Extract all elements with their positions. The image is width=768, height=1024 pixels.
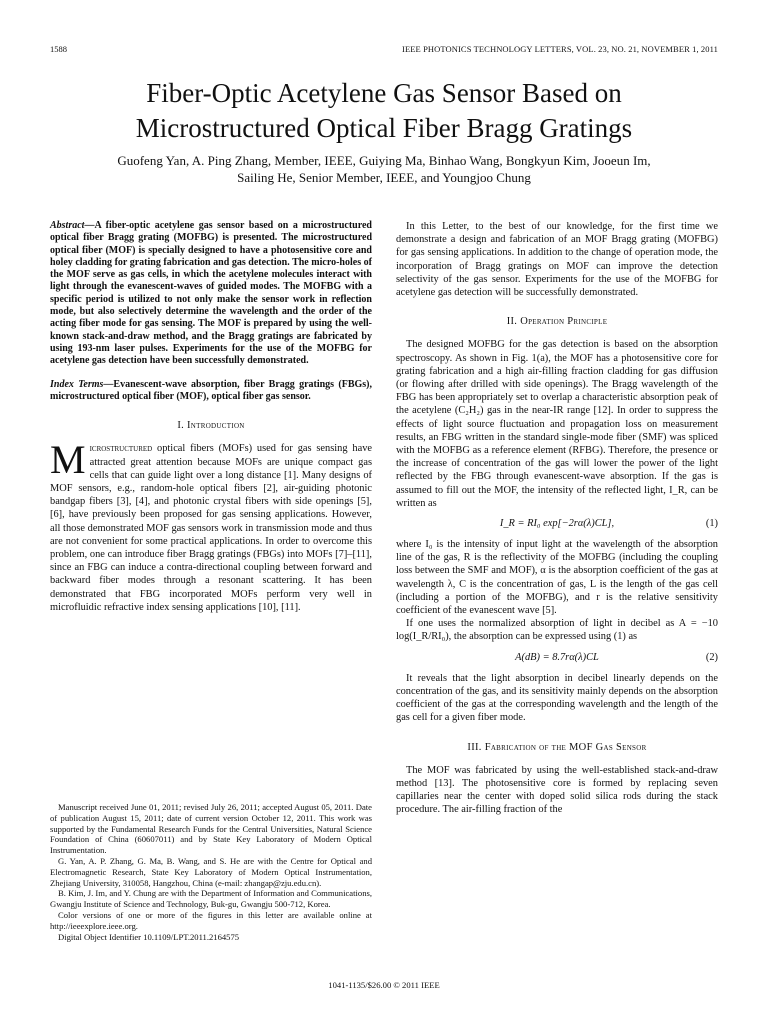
intro-paragraph [50,437,372,614]
principle-paragraph-1: The designed MOFBG for the gas detection is based on the absorption spectroscopy. As shown in Fig. 1(a), the MOF has a photosensitive core for grating fabrication and a high air-filling fraction cladding for gas diffusion (or flowing after drilled with side openings). The Bragg wavelength of the FBG has been appropriately set to overlap a characteristic absorption peak of the acetylene (C₂H₂) gas in the near-IR range [12]. In order to suppress the effects of light source fluctuation and propagation loss on measurement results, an FBG written in the standard single-mode fiber (SMF) was spliced with the MOFBG as a reference element (RFBG). Therefore, the presence or the increase of concentration of the gas will lower the power of the light reflected by the FBG through evanescent-wave absorption. If the gas is assumed to fill out the MOF, the intensity of the reflected light, I_R, can be written as [396,339,718,509]
principle-paragraph-3: If one uses the normalized absorption of light in decibel as A = −10 log(I_R/RI₀), the absorption can be expressed using (1) as [396,618,718,643]
section-numeral: III. [467,741,482,753]
intro-first-words: icrostructured [89,443,153,455]
principle-paragraph-4: It reveals that the light absorption in decibel linearly depends on the concentration of the gas, and its sensitivity mainly depends on the absorption coefficient of the gas at the corresponding wavelength and the length of the gas cell for a given fiber mode. [396,672,718,724]
abstract-text: —A fiber-optic acetylene gas sensor based on a microstructured optical fiber Bragg grating (MOFBG) is presented. The microstructured optical fiber (MOF) is specially designed to have a photosensitive core and holey cladding for grating fabrication and gas detection. The micro-holes of the MOF serve as gas cells, in which the acetylene molecules interact with light through the evanescent-waves of guided modes. The MOFBG with a specific period is utilized to not only make the sensor work in reflection mode, but also selectively determine the wavelength and the order of the acting fiber mode for gas sensing. The MOF is prepared by using the well-known stack-and-draw method, and the Bragg gratings are fabricated by using 193-nm laser pulses. Experiments for the use of the MOFBG for acetylene gas detection have been successfully demonstrated. [50,220,372,367]
intro-continuation: In this Letter, to the best of our knowledge, for the first time we demonstrate a design and fabrication of an MOF Bragg grating (MOFBG) for gas sensing applications. In addition to the change of operation mode, the incorporation of Bragg gratings on MOF can improve the detection selectivity of the gas sensor. Experiments for the use of the MOFBG for acetylene gas detection will be successfully demonstrated. [396,221,718,299]
index-terms-text: —Evanescent-wave absorption, fiber Bragg gratings (FBGs), microstructured optical fiber (MOF), optical fiber gas sensor. [50,378,372,402]
equation-2 [396,650,718,666]
section-heading-introduction [50,419,372,432]
section-heading-operation-principle [396,315,718,328]
left-column [50,220,372,614]
fabrication-paragraph-1: The MOF was fabricated by using the well-established stack-and-draw method [13]. The photosensitive core is formed by replacing seven capillaries near the center with doped solid silica rods during the stack procedure. The air-filling fraction of the [396,764,718,816]
equation-1-number: (1) [705,518,718,530]
section-title: Fabrication of the MOF Gas Sensor [484,741,647,753]
footnotes [50,802,372,942]
footnote-1: Manuscript received June 01, 2011; revised July 26, 2011; accepted August 05, 2011. Date of publication August 15, 2011; date of current version October 12, 2011. This work was supported by the Fundamental Research Funds for the Central Universities, Natural Science Foundation of China (60607011) and by State Key Laboratory of Modern Optical Instrumentation. [50,802,372,856]
running-header: IEEE PHOTONICS TECHNOLOGY LETTERS, VOL. 23, NO. 21, NOVEMBER 1, 2011 [402,44,718,54]
abstract-label: Abstract [50,220,85,231]
copyright-footer: 1041-1135/$26.00 © 2011 IEEE [328,980,440,990]
abstract [50,220,372,368]
footnote-5: Digital Object Identifier 10.1109/LPT.2011.2164575 [58,931,240,942]
footnote-3: B. Kim, J. Im, and Y. Chung are with the Department of Information and Communications, Gwangju Institute of Science and Technology, Buk-gu, Gwangju 500-712, Korea. [50,888,372,910]
title-line-1: Fiber-Optic Acetylene Gas Sensor Based on [146,78,622,108]
paper-title [50,76,718,146]
section-title: Introduction [187,420,245,432]
author-list [60,152,708,186]
page-number: 1588 [50,44,67,54]
footnote-2: G. Yan, A. P. Zhang, G. Ma, B. Wang, and S. He are with the Centre for Optical and Electromagnetic Research, State Key Laboratory of Modern Optical Instrumentation, Zhejiang University, 310058, Hangzhou, China (e-mail: zhangap@zju.edu.cn). [50,855,372,888]
index-terms [50,379,372,404]
equation-2-number: (2) [705,652,718,664]
section-numeral: I. [177,420,185,432]
equation-1 [396,516,718,532]
equation-1-body: I_R = RI₀ exp[−2rα(λ)CL], [499,518,615,530]
title-line-2: Microstructured Optical Fiber Bragg Gratings [135,113,633,143]
section-numeral: II. [506,316,518,328]
authors-line-2: Sailing He, Senior Member, IEEE, and Youngjoo Chung [237,170,531,185]
drop-cap: M [50,437,86,483]
intro-body: optical fibers (MOFs) used for gas sensing have attracted great attention because MOFs are unique compact gas cells that can guide light over a long distance [1]. Many designs of MOF sensors, e.g., random-hole optical fibers [2], air-guiding photonic bandgap fibers [3], [4], and photonic crystal fibers with side openings [5], [6], have previously been proposed for gas sensing applications. However, all those demonstrated MOF gas sensors work in transmission mode and thus are not convenient for some practical applications. In order to overcome this problem, one can introduce fiber Bragg gratings (FBGs) into MOFs [7]–[11], since an FBG can induce a contra-directional coupling between forward and backward fiber modes through a resonant scattering. It has been demonstrated that FBG incorporated MOFs perform very well in microfluidic refractive index sensing applications [10], [11]. [50,443,372,613]
section-title: Operation Principle [520,316,608,328]
index-terms-label: Index Terms [50,378,104,390]
right-column [396,220,718,817]
authors-line-1: Guofeng Yan, A. Ping Zhang, Member, IEEE, Guiying Ma, Binhao Wang, Bongkyun Kim, Jooeun Im, [117,153,651,168]
equation-2-body: A(dB) = 8.7rα(λ)CL [515,652,599,664]
section-heading-fabrication [396,741,718,754]
footnote-4: Color versions of one or more of the figures in this letter are available online at http://ieeexplore.ieee.org. [50,909,372,931]
principle-paragraph-2: where I₀ is the intensity of input light at the wavelength of the absorption line of the gas, R is the reflectivity of the MOFBG (including the coupling loss between the SMF and MOF), α is the absorption coefficient of the gas at wavelength λ, C is the concentration of gas, L is the length of the gas cell (including a portion of the MOFBG), and r is the relative sensitivity coefficient of the evanescent wave [5]. [396,539,718,617]
